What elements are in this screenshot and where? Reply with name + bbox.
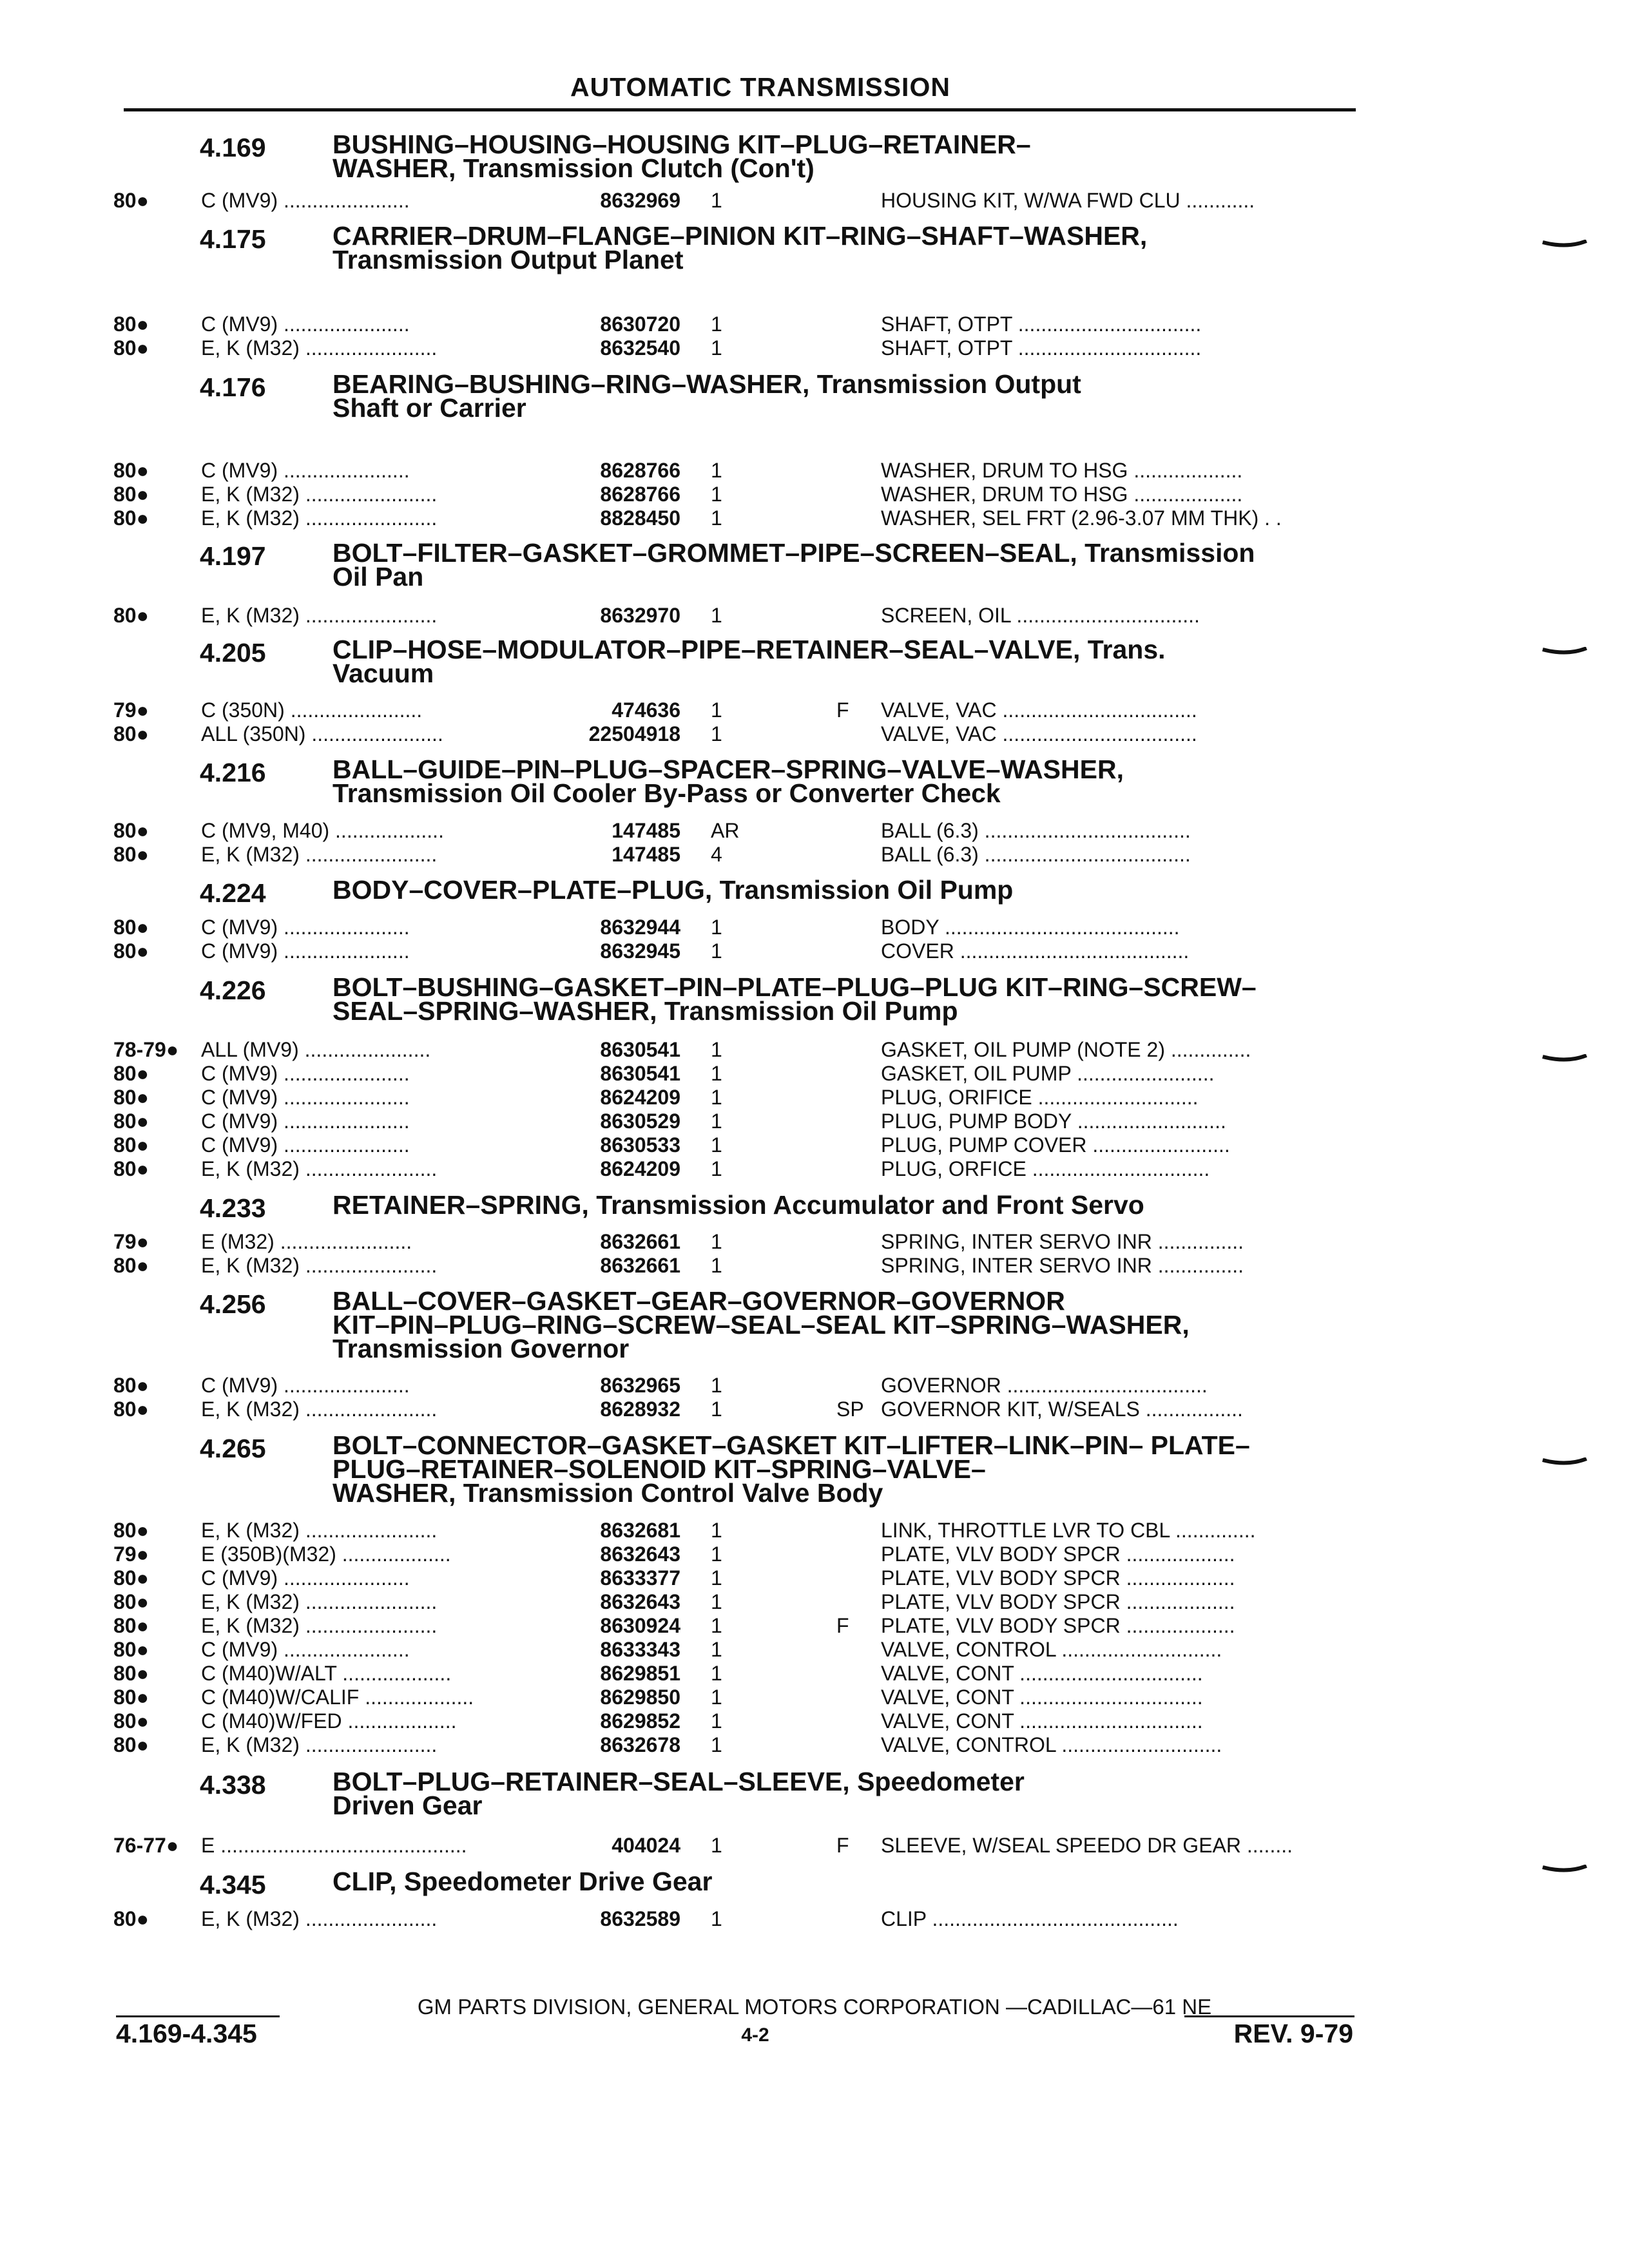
model-year: 80● <box>113 483 149 506</box>
model-year: 80● <box>113 1374 149 1397</box>
part-number: 8629850 <box>600 1686 680 1709</box>
quantity: 1 <box>711 1230 722 1253</box>
application: C (MV9) ...................... <box>201 1374 410 1397</box>
application: E, K (M32) ....................... <box>201 1519 438 1542</box>
application: E (M32) ....................... <box>201 1230 412 1253</box>
part-row <box>0 1085 1629 1110</box>
part-row <box>0 1685 1629 1709</box>
application: C (MV9) ...................... <box>201 1062 410 1085</box>
margin-tick-mark <box>1541 1054 1588 1063</box>
model-year: 79● <box>113 698 149 722</box>
quantity: 1 <box>711 1086 722 1109</box>
application: ALL (350N) ....................... <box>201 722 443 745</box>
model-year: 80● <box>113 1733 149 1756</box>
model-year: 80● <box>113 1110 149 1133</box>
application: E, K (M32) ....................... <box>201 1157 438 1180</box>
part-row <box>0 1397 1629 1421</box>
part-number: 8628766 <box>600 459 680 482</box>
model-year: 80● <box>113 916 149 939</box>
application: E, K (M32) ....................... <box>201 336 438 360</box>
part-description: VALVE, CONT ................................ <box>881 1686 1203 1709</box>
part-row <box>0 1037 1629 1062</box>
part-number: 8632661 <box>600 1254 680 1277</box>
quantity: 1 <box>711 483 722 506</box>
section-title: BALL–COVER–GASKET–GEAR–GOVERNOR–GOVERNOR KIT–PIN–PLUG–RING–SCREW–SEAL–SEAL KIT–SPRING–WASHER, Transmission Governor <box>333 1286 1190 1363</box>
model-year: 80● <box>113 1062 149 1085</box>
part-row <box>0 506 1629 530</box>
part-row <box>0 1733 1629 1757</box>
part-number: 8828450 <box>600 506 680 530</box>
part-description: VALVE, CONT ................................ <box>881 1709 1203 1733</box>
application: E, K (M32) ....................... <box>201 604 438 627</box>
model-year: 80● <box>113 506 149 530</box>
section-number: 4.176 <box>200 372 266 402</box>
section-number: 4.216 <box>200 758 266 787</box>
part-row <box>0 1566 1629 1590</box>
quantity: 1 <box>711 722 722 745</box>
model-year: 80● <box>113 312 149 336</box>
part-number: 8632681 <box>600 1519 680 1542</box>
part-description: VALVE, CONT ................................ <box>881 1662 1203 1685</box>
application: C (350N) ....................... <box>201 698 423 722</box>
section-number: 4.338 <box>200 1770 266 1800</box>
quantity: 1 <box>711 1542 722 1566</box>
part-row <box>0 842 1629 867</box>
part-number: 8632678 <box>600 1733 680 1756</box>
part-row <box>0 1518 1629 1542</box>
margin-tick-mark <box>1541 1457 1588 1466</box>
application: C (MV9) ...................... <box>201 1110 410 1133</box>
section-number: 4.345 <box>200 1870 266 1899</box>
part-number: 8628766 <box>600 483 680 506</box>
part-row <box>0 603 1629 628</box>
part-description: VALVE, CONTROL ............................ <box>881 1733 1222 1756</box>
application: C (MV9) ...................... <box>201 1566 410 1590</box>
model-year: 80● <box>113 1254 149 1277</box>
model-year: 80● <box>113 1133 149 1157</box>
footer-division: GM PARTS DIVISION, GENERAL MOTORS CORPORATION —CADILLAC—61 NE <box>417 1995 1212 2019</box>
part-number: 8632643 <box>600 1542 680 1566</box>
application: E, K (M32) ....................... <box>201 1907 438 1930</box>
note-code: F <box>836 698 849 722</box>
margin-tick-mark <box>1541 240 1588 249</box>
application: E, K (M32) ....................... <box>201 1254 438 1277</box>
quantity: 1 <box>711 939 722 963</box>
quantity: 1 <box>711 1038 722 1061</box>
part-description: HOUSING KIT, W/WA FWD CLU ............ <box>881 189 1255 212</box>
part-number: 8632540 <box>600 336 680 360</box>
model-year: 80● <box>113 1662 149 1685</box>
part-description: BALL (6.3) .................................... <box>881 819 1191 842</box>
model-year: 80● <box>113 336 149 360</box>
part-row <box>0 1229 1629 1254</box>
quantity: 1 <box>711 1519 722 1542</box>
part-description: GASKET, OIL PUMP (NOTE 2) .............. <box>881 1038 1251 1061</box>
quantity: 1 <box>711 1157 722 1180</box>
part-description: PLUG, ORFICE ............................... <box>881 1157 1210 1180</box>
section-title: BOLT–PLUG–RETAINER–SEAL–SLEEVE, Speedometer Driven Gear <box>333 1767 1025 1820</box>
section-title: BEARING–BUSHING–RING–WASHER, Transmission Output Shaft or Carrier <box>333 369 1081 423</box>
part-row <box>0 1833 1629 1858</box>
model-year: 80● <box>113 1519 149 1542</box>
quantity: 1 <box>711 916 722 939</box>
part-description: GOVERNOR ................................... <box>881 1374 1208 1397</box>
quantity: 1 <box>711 604 722 627</box>
quantity: 1 <box>711 336 722 360</box>
part-description: COVER ........................................ <box>881 939 1190 963</box>
application: E, K (M32) ....................... <box>201 506 438 530</box>
part-row <box>0 1373 1629 1398</box>
part-number: 8632661 <box>600 1230 680 1253</box>
part-number: 474636 <box>612 698 680 722</box>
application: C (MV9) ...................... <box>201 939 410 963</box>
model-year: 80● <box>113 1907 149 1930</box>
part-row <box>0 1637 1629 1662</box>
quantity: 1 <box>711 1374 722 1397</box>
part-number: 8630533 <box>600 1133 680 1157</box>
section-title: BODY–COVER–PLATE–PLUG, Transmission Oil Pump <box>333 875 1014 905</box>
part-number: 8632945 <box>600 939 680 963</box>
section-title: BOLT–CONNECTOR–GASKET–GASKET KIT–LIFTER–LINK–PIN– PLATE– PLUG–RETAINER–SOLENOID KIT–SPRING–VALVE– WASHER, Transmission Control Valve Body <box>333 1430 1250 1508</box>
part-description: GOVERNOR KIT, W/SEALS ................. <box>881 1398 1243 1421</box>
section-title: CLIP, Speedometer Drive Gear <box>333 1867 713 1896</box>
part-description: PLUG, ORIFICE ............................ <box>881 1086 1199 1109</box>
model-year: 80● <box>113 819 149 842</box>
part-description: WASHER, SEL FRT (2.96-3.07 MM THK) . . <box>881 506 1282 530</box>
part-row <box>0 1709 1629 1733</box>
quantity: 1 <box>711 1907 722 1930</box>
section-number: 4.224 <box>200 878 266 908</box>
note-code: SP <box>836 1398 864 1421</box>
part-description: PLUG, PUMP BODY .......................... <box>881 1110 1226 1133</box>
part-row <box>0 818 1629 843</box>
model-year: 80● <box>113 939 149 963</box>
part-row <box>0 1907 1629 1931</box>
model-year: 80● <box>113 1398 149 1421</box>
part-row <box>0 939 1629 963</box>
part-number: 8628932 <box>600 1398 680 1421</box>
part-description: LINK, THROTTLE LVR TO CBL .............. <box>881 1519 1256 1542</box>
part-number: 8624209 <box>600 1157 680 1180</box>
part-row <box>0 1157 1629 1181</box>
application: E, K (M32) ....................... <box>201 483 438 506</box>
part-row <box>0 1661 1629 1686</box>
part-number: 8624209 <box>600 1086 680 1109</box>
model-year: 78-79● <box>113 1038 179 1061</box>
model-year: 80● <box>113 1157 149 1180</box>
part-description: WASHER, DRUM TO HSG ................... <box>881 459 1243 482</box>
part-row <box>0 188 1629 213</box>
model-year: 80● <box>113 843 149 866</box>
part-description: PLATE, VLV BODY SPCR ................... <box>881 1614 1235 1637</box>
part-number: 8632969 <box>600 189 680 212</box>
section-number: 4.256 <box>200 1289 266 1319</box>
part-row <box>0 1109 1629 1133</box>
section-title: BOLT–BUSHING–GASKET–PIN–PLATE–PLUG–PLUG KIT–RING–SCREW– SEAL–SPRING–WASHER, Transmission Oil Pump <box>333 972 1257 1026</box>
application: ALL (MV9) ...................... <box>201 1038 431 1061</box>
quantity: 1 <box>711 1062 722 1085</box>
model-year: 80● <box>113 189 149 212</box>
application: C (MV9, M40) ................... <box>201 819 444 842</box>
part-description: WASHER, DRUM TO HSG ................... <box>881 483 1243 506</box>
model-year: 80● <box>113 1086 149 1109</box>
quantity: 1 <box>711 1638 722 1661</box>
section-number: 4.205 <box>200 638 266 668</box>
page-header-title: AUTOMATIC TRANSMISSION <box>570 72 950 102</box>
application: C (MV9) ...................... <box>201 1133 410 1157</box>
application: C (M40)W/FED ................... <box>201 1709 457 1733</box>
quantity: 1 <box>711 1133 722 1157</box>
part-description: SCREEN, OIL ................................ <box>881 604 1200 627</box>
part-number: 8630541 <box>600 1038 680 1061</box>
quantity: 1 <box>711 1254 722 1277</box>
note-code: F <box>836 1834 849 1857</box>
quantity: 1 <box>711 1709 722 1733</box>
part-row <box>0 312 1629 336</box>
part-number: 8629852 <box>600 1709 680 1733</box>
part-number: 147485 <box>612 819 680 842</box>
section-title: BALL–GUIDE–PIN–PLUG–SPACER–SPRING–VALVE–WASHER, Transmission Oil Cooler By-Pass or Converter Check <box>333 754 1124 808</box>
section-title: RETAINER–SPRING, Transmission Accumulator and Front Servo <box>333 1190 1144 1220</box>
part-description: PLATE, VLV BODY SPCR ................... <box>881 1590 1235 1613</box>
part-number: 404024 <box>612 1834 680 1857</box>
part-row <box>0 336 1629 360</box>
part-row <box>0 458 1629 483</box>
section-title: CARRIER–DRUM–FLANGE–PINION KIT–RING–SHAFT–WASHER, Transmission Output Planet <box>333 221 1148 274</box>
part-row <box>0 1253 1629 1278</box>
application: E, K (M32) ....................... <box>201 1614 438 1637</box>
model-year: 79● <box>113 1230 149 1253</box>
application: C (MV9) ...................... <box>201 312 410 336</box>
model-year: 80● <box>113 1566 149 1590</box>
part-description: PLATE, VLV BODY SPCR ................... <box>881 1566 1235 1590</box>
footer-revision: REV. 9-79 <box>1233 2019 1353 2048</box>
section-number: 4.233 <box>200 1193 266 1223</box>
part-number: 8630720 <box>600 312 680 336</box>
application: C (M40)W/ALT ................... <box>201 1662 452 1685</box>
part-description: VALVE, VAC .................................. <box>881 722 1197 745</box>
part-description: BODY ......................................... <box>881 916 1180 939</box>
part-description: PLUG, PUMP COVER ........................ <box>881 1133 1230 1157</box>
part-description: PLATE, VLV BODY SPCR ................... <box>881 1542 1235 1566</box>
quantity: 1 <box>711 506 722 530</box>
quantity: 1 <box>711 1834 722 1857</box>
part-row <box>0 1590 1629 1614</box>
section-title: CLIP–HOSE–MODULATOR–PIPE–RETAINER–SEAL–VALVE, Trans. Vacuum <box>333 635 1166 688</box>
model-year: 80● <box>113 1709 149 1733</box>
part-description: CLIP ........................................... <box>881 1907 1179 1930</box>
part-number: 8632589 <box>600 1907 680 1930</box>
part-number: 8630529 <box>600 1110 680 1133</box>
part-description: SHAFT, OTPT ................................ <box>881 336 1202 360</box>
application: C (MV9) ...................... <box>201 459 410 482</box>
model-year: 76-77● <box>113 1834 179 1857</box>
application: E, K (M32) ....................... <box>201 843 438 866</box>
model-year: 79● <box>113 1542 149 1566</box>
quantity: AR <box>711 819 740 842</box>
part-number: 8633343 <box>600 1638 680 1661</box>
quantity: 1 <box>711 1566 722 1590</box>
part-number: 22504918 <box>588 722 680 745</box>
quantity: 1 <box>711 1662 722 1685</box>
part-row <box>0 698 1629 722</box>
section-number: 4.265 <box>200 1434 266 1463</box>
part-number: 8632944 <box>600 916 680 939</box>
application: E, K (M32) ....................... <box>201 1590 438 1613</box>
model-year: 80● <box>113 1590 149 1613</box>
quantity: 1 <box>711 698 722 722</box>
footer-page-number: 4-2 <box>741 2024 769 2046</box>
application: C (MV9) ...................... <box>201 189 410 212</box>
application: C (MV9) ...................... <box>201 916 410 939</box>
part-number: 8630924 <box>600 1614 680 1637</box>
quantity: 1 <box>711 1686 722 1709</box>
model-year: 80● <box>113 722 149 745</box>
section-title: BUSHING–HOUSING–HOUSING KIT–PLUG–RETAINER– WASHER, Transmission Clutch (Con't) <box>333 130 1031 183</box>
note-code: F <box>836 1614 849 1637</box>
part-number: 8632965 <box>600 1374 680 1397</box>
application: C (MV9) ...................... <box>201 1086 410 1109</box>
part-number: 8630541 <box>600 1062 680 1085</box>
application: E, K (M32) ....................... <box>201 1398 438 1421</box>
quantity: 1 <box>711 312 722 336</box>
part-description: SPRING, INTER SERVO INR ............... <box>881 1230 1244 1253</box>
header-rule <box>124 108 1356 111</box>
quantity: 1 <box>711 1590 722 1613</box>
part-description: SLEEVE, W/SEAL SPEEDO DR GEAR ........ <box>881 1834 1293 1857</box>
part-number: 8632970 <box>600 604 680 627</box>
application: E ........................................... <box>201 1834 467 1857</box>
model-year: 80● <box>113 604 149 627</box>
part-description: SPRING, INTER SERVO INR ............... <box>881 1254 1244 1277</box>
quantity: 4 <box>711 843 722 866</box>
part-row <box>0 1542 1629 1566</box>
part-description: GASKET, OIL PUMP ........................ <box>881 1062 1215 1085</box>
margin-tick-mark <box>1541 1865 1588 1874</box>
part-row <box>0 722 1629 746</box>
application: C (MV9) ...................... <box>201 1638 410 1661</box>
quantity: 1 <box>711 189 722 212</box>
section-number: 4.169 <box>200 133 266 162</box>
part-row <box>0 482 1629 506</box>
section-number: 4.226 <box>200 975 266 1005</box>
application: E (350B)(M32) ................... <box>201 1542 451 1566</box>
application: E, K (M32) ....................... <box>201 1733 438 1756</box>
model-year: 80● <box>113 1614 149 1637</box>
section-number: 4.197 <box>200 541 266 571</box>
part-number: 8629851 <box>600 1662 680 1685</box>
part-description: BALL (6.3) .................................... <box>881 843 1191 866</box>
quantity: 1 <box>711 1614 722 1637</box>
part-row <box>0 1061 1629 1086</box>
application: C (M40)W/CALIF ................... <box>201 1686 474 1709</box>
part-description: VALVE, VAC .................................. <box>881 698 1197 722</box>
quantity: 1 <box>711 1110 722 1133</box>
part-number: 8632643 <box>600 1590 680 1613</box>
model-year: 80● <box>113 1638 149 1661</box>
part-description: SHAFT, OTPT ................................ <box>881 312 1202 336</box>
part-number: 147485 <box>612 843 680 866</box>
part-row <box>0 915 1629 939</box>
part-description: VALVE, CONTROL ............................ <box>881 1638 1222 1661</box>
margin-tick-mark <box>1541 647 1588 656</box>
section-number: 4.175 <box>200 224 266 254</box>
quantity: 1 <box>711 1398 722 1421</box>
model-year: 80● <box>113 1686 149 1709</box>
model-year: 80● <box>113 459 149 482</box>
part-row <box>0 1133 1629 1157</box>
footer-range: 4.169-4.345 <box>116 2019 257 2048</box>
section-title: BOLT–FILTER–GASKET–GROMMET–PIPE–SCREEN–SEAL, Transmission Oil Pan <box>333 538 1255 591</box>
part-row <box>0 1613 1629 1638</box>
part-number: 8633377 <box>600 1566 680 1590</box>
quantity: 1 <box>711 1733 722 1756</box>
quantity: 1 <box>711 459 722 482</box>
